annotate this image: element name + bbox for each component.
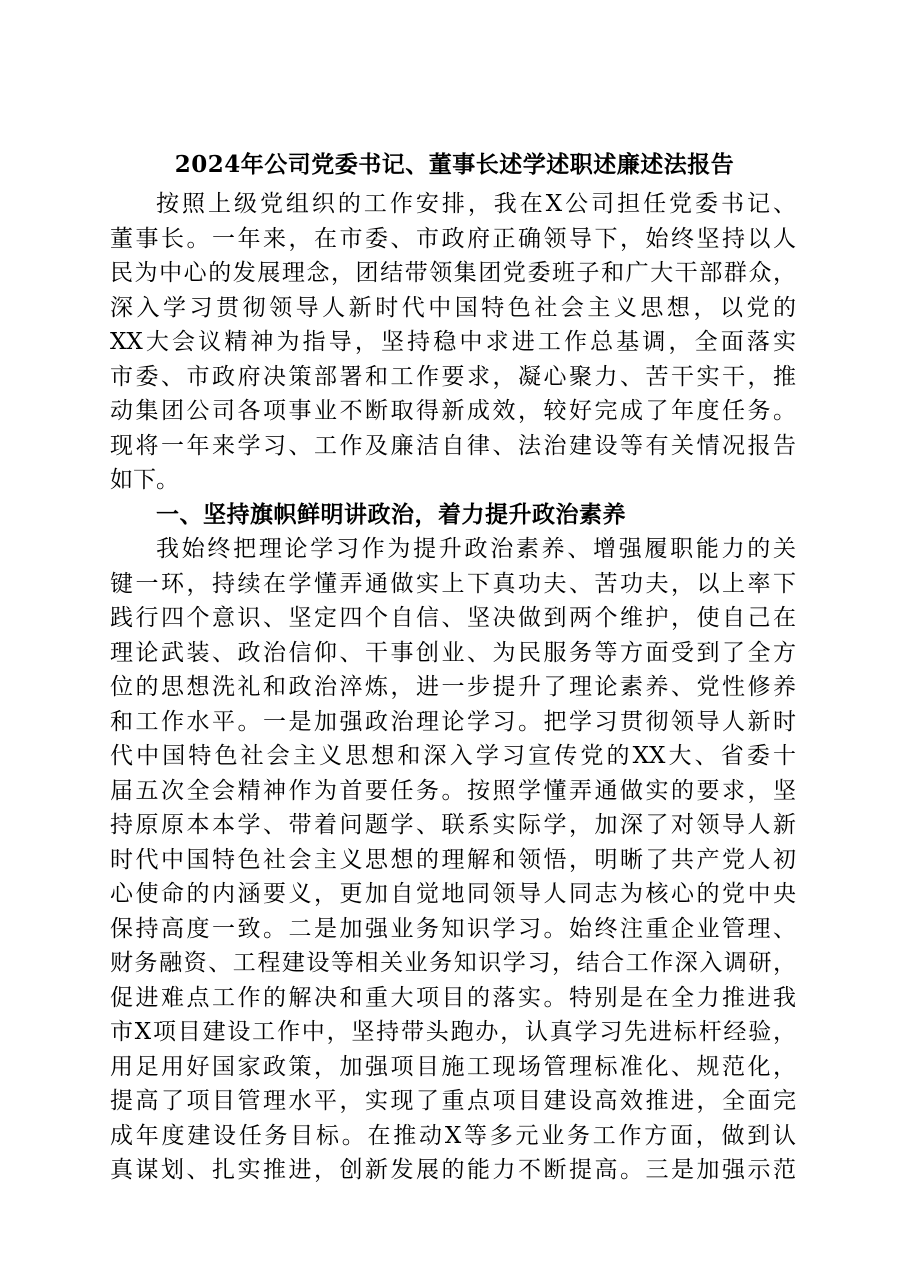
paragraph-line: 财务融资、工程建设等相关业务知识学习，结合工作深入调研， — [110, 950, 796, 976]
paragraph-line: 时代中国特色社会主义思想的理解和领悟，明晰了共产党人初 — [110, 847, 796, 873]
paragraph-line: 理论武装、政治信仰、干事创业、为民服务等方面受到了全方 — [110, 640, 796, 666]
paragraph-line: 市委、市政府决策部署和工作要求，凝心聚力、苦干实干，推 — [110, 364, 796, 390]
paragraph-line: 真谋划、扎实推进，创新发展的能力不断提高。三是加强示范 — [110, 1157, 796, 1183]
paragraph-line: 持原原本本学、带着问题学、联系实际学，加深了对领导人新 — [110, 812, 796, 838]
paragraph-line: 保持高度一致。二是加强业务知识学习。始终注重企业管理、 — [110, 916, 796, 942]
paragraph-line: 如下。 — [110, 467, 179, 493]
paragraph-line: 代中国特色社会主义思想和深入学习宣传党的XX大、省委十 — [110, 743, 796, 769]
paragraph-line: 用足用好国家政策，加强项目施工现场管理标准化、规范化， — [110, 1054, 796, 1080]
section-heading: 一、坚持旗帜鲜明讲政治，着力提升政治素养 — [156, 501, 626, 528]
paragraph-line: 深入学习贯彻领导人新时代中国特色社会主义思想，以党的 — [110, 295, 796, 321]
paragraph-line: 心使命的内涵要义，更加自觉地同领导人同志为核心的党中央 — [110, 881, 796, 907]
paragraph-line: 民为中心的发展理念，团结带领集团党委班子和广大干部群众， — [110, 260, 796, 286]
paragraph-line: 届五次全会精神作为首要任务。按照学懂弄通做实的要求，坚 — [110, 778, 796, 804]
paragraph-line: 位的思想洗礼和政治淬炼，进一步提升了理论素养、党性修养 — [110, 674, 796, 700]
document-title: 2024年公司党委书记、董事长述学述职述廉述法报告 — [174, 151, 735, 178]
paragraph-line: 现将一年来学习、工作及廉洁自律、法治建设等有关情况报告 — [110, 433, 796, 459]
paragraph-line: 键一环，持续在学懂弄通做实上下真功夫、苦功夫，以上率下 — [110, 571, 796, 597]
paragraph-line: 董事长。一年来，在市委、市政府正确领导下，始终坚持以人 — [110, 226, 796, 252]
paragraph-line: 市X项目建设工作中，坚持带头跑办，认真学习先进标杆经验， — [110, 1019, 796, 1045]
paragraph-line: 践行四个意识、坚定四个自信、坚决做到两个维护，使自己在 — [110, 605, 796, 631]
paragraph-line: 和工作水平。一是加强政治理论学习。把学习贯彻领导人新时 — [110, 709, 796, 735]
paragraph-line: 我始终把理论学习作为提升政治素养、增强履职能力的关 — [156, 536, 796, 562]
paragraph-line: 成年度建设任务目标。在推动X等多元业务工作方面，做到认 — [110, 1123, 796, 1149]
paragraph-line: 按照上级党组织的工作安排，我在X公司担任党委书记、 — [156, 191, 796, 217]
paragraph-line: XX大会议精神为指导，坚持稳中求进工作总基调，全面落实 — [110, 329, 796, 355]
paragraph-line: 促进难点工作的解决和重大项目的落实。特别是在全力推进我 — [110, 985, 796, 1011]
paragraph-line: 动集团公司各项事业不断取得新成效，较好完成了年度任务。 — [110, 398, 796, 424]
paragraph-line: 提高了项目管理水平，实现了重点项目建设高效推进，全面完 — [110, 1088, 796, 1114]
